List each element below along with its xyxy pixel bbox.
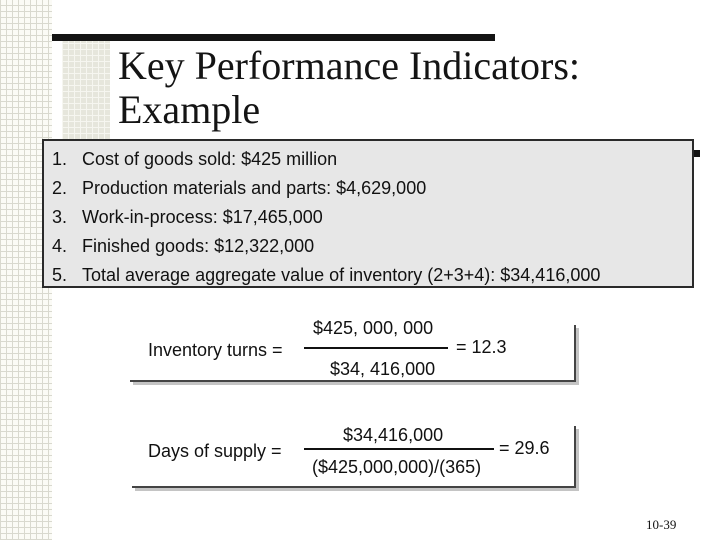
days-of-supply-label: Days of supply =	[148, 441, 282, 461]
inventory-turns-denominator: $34, 416,000	[330, 359, 436, 379]
slide-title	[118, 44, 678, 132]
kpi-list	[52, 145, 600, 290]
list-item-text: Total average aggregate value of inventory (2+3+4): $34,416,000	[82, 265, 601, 285]
list-item-text: Finished goods: $12,322,000	[82, 236, 315, 256]
title-line-1: Key Performance Indicators:	[118, 43, 581, 88]
days-of-supply-result: = 29.6	[499, 438, 550, 458]
days-of-supply-fraction-line	[304, 448, 494, 450]
list-item	[52, 232, 600, 261]
list-item-text: Cost of goods sold: $425 million	[82, 149, 338, 169]
title-accent-block	[62, 36, 110, 152]
list-item-number: 1.	[52, 149, 68, 169]
slide-number: 10-39	[646, 517, 677, 532]
list-item	[52, 174, 600, 203]
inventory-turns-numerator: $425, 000, 000	[313, 318, 434, 338]
kpi-list-box	[42, 139, 694, 288]
days-of-supply-denominator: ($425,000,000)/(365)	[312, 457, 482, 477]
list-item-number: 2.	[52, 178, 68, 198]
inventory-turns-fraction-line	[304, 347, 448, 349]
list-item-text: Work-in-process: $17,465,000	[82, 207, 323, 227]
title-top-rule	[52, 34, 495, 41]
inventory-turns-result: = 12.3	[456, 337, 507, 357]
days-of-supply-numerator: $34,416,000	[343, 425, 444, 445]
list-item-number: 4.	[52, 236, 68, 256]
list-item-number: 3.	[52, 207, 68, 227]
list-item	[52, 203, 600, 232]
list-item	[52, 145, 600, 174]
list-item	[52, 261, 600, 290]
inventory-turns-label: Inventory turns =	[148, 340, 283, 360]
title-line-2: Example	[118, 87, 261, 132]
list-item-number: 5.	[52, 265, 68, 285]
list-item-text: Production materials and parts: $4,629,000	[82, 178, 427, 198]
